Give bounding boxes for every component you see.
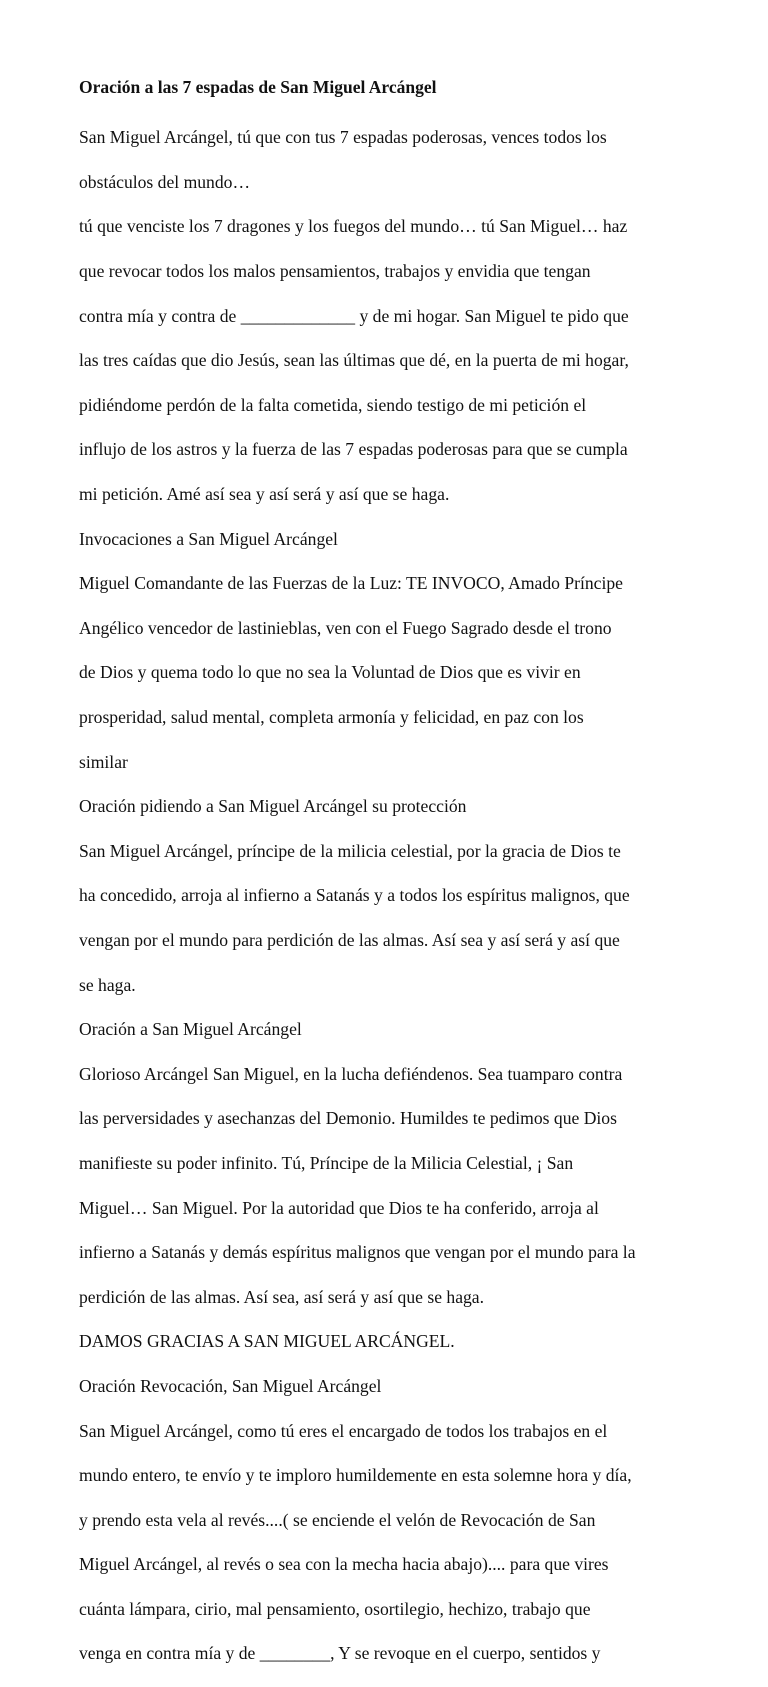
section-heading: Invocaciones a San Miguel Arcángel <box>79 528 338 549</box>
section-heading: Oración pidiendo a San Miguel Arcángel su protección <box>79 796 467 817</box>
text-line: venga en contra mía y de ________, Y se revoque en el cuerpo, sentidos y <box>79 1643 601 1664</box>
text-line: pidiéndome perdón de la falta cometida, siendo testigo de mi petición el <box>79 394 587 415</box>
text-line: infierno a Satanás y demás espíritus malignos que vengan por el mundo para la <box>79 1242 636 1263</box>
text-line: vengan por el mundo para perdición de las almas. Así sea y así será y así que <box>79 929 620 950</box>
text-line: Glorioso Arcángel San Miguel, en la lucha defiéndenos. Sea tuamparo contra <box>79 1063 623 1084</box>
text-line: DAMOS GRACIAS A SAN MIGUEL ARCÁNGEL. <box>79 1331 455 1352</box>
text-line: de Dios y quema todo lo que no sea la Voluntad de Dios que es vivir en <box>79 662 581 683</box>
text-line: obstáculos del mundo… <box>79 171 251 192</box>
text-line: San Miguel Arcángel, como tú eres el encargado de todos los trabajos en el <box>79 1420 608 1441</box>
text-line: perdición de las almas. Así sea, así será y así que se haga. <box>79 1286 485 1307</box>
document-body <box>79 104 709 1687</box>
text-line: similar <box>79 751 128 772</box>
text-line: contra mía y contra de _____________ y de mi hogar. San Miguel te pido que <box>79 305 629 326</box>
text-line: cuánta lámpara, cirio, mal pensamiento, osortilegio, hechizo, trabajo que <box>79 1598 591 1619</box>
text-line: que revocar todos los malos pensamientos, trabajos y envidia que tengan <box>79 261 591 282</box>
text-line: prosperidad, salud mental, completa armonía y felicidad, en paz con los <box>79 707 584 728</box>
text-line: las tres caídas que dio Jesús, sean las últimas que dé, en la puerta de mi hogar, <box>79 350 629 371</box>
text-line: Miguel… San Miguel. Por la autoridad que Dios te ha conferido, arroja al <box>79 1197 599 1218</box>
text-line: Miguel Comandante de las Fuerzas de la Luz: TE INVOCO, Amado Príncipe <box>79 573 623 594</box>
text-line: mi petición. Amé así sea y así será y así que se haga. <box>79 484 450 505</box>
document-page <box>79 76 709 1687</box>
text-line: San Miguel Arcángel, príncipe de la milicia celestial, por la gracia de Dios te <box>79 840 621 861</box>
text-line: manifieste su poder infinito. Tú, Príncipe de la Milicia Celestial, ¡ San <box>79 1152 574 1173</box>
text-line: mundo entero, te envío y te imploro humildemente en esta solemne hora y día, <box>79 1465 632 1486</box>
document-title: Oración a las 7 espadas de San Miguel Arcángel <box>79 77 437 97</box>
text-line: San Miguel Arcángel, tú que con tus 7 espadas poderosas, vences todos los <box>79 127 607 148</box>
text-line: influjo de los astros y la fuerza de las 7 espadas poderosas para que se cumpla <box>79 439 628 460</box>
text-line: y prendo esta vela al revés....( se enciende el velón de Revocación de San <box>79 1509 596 1530</box>
text-line: las perversidades y asechanzas del Demonio. Humildes te pedimos que Dios <box>79 1108 617 1129</box>
section-heading: Oración a San Miguel Arcángel <box>79 1019 302 1040</box>
text-line: se haga. <box>79 974 136 995</box>
text-line: Miguel Arcángel, al revés o sea con la mecha hacia abajo).... para que vires <box>79 1554 609 1575</box>
text-line: Angélico vencedor de lastinieblas, ven con el Fuego Sagrado desde el trono <box>79 617 612 638</box>
text-line: tú que venciste los 7 dragones y los fuegos del mundo… tú San Miguel… haz <box>79 216 628 237</box>
text-line: ha concedido, arroja al infierno a Satanás y a todos los espíritus malignos, que <box>79 885 630 906</box>
section-heading: Oración Revocación, San Miguel Arcángel <box>79 1375 382 1396</box>
